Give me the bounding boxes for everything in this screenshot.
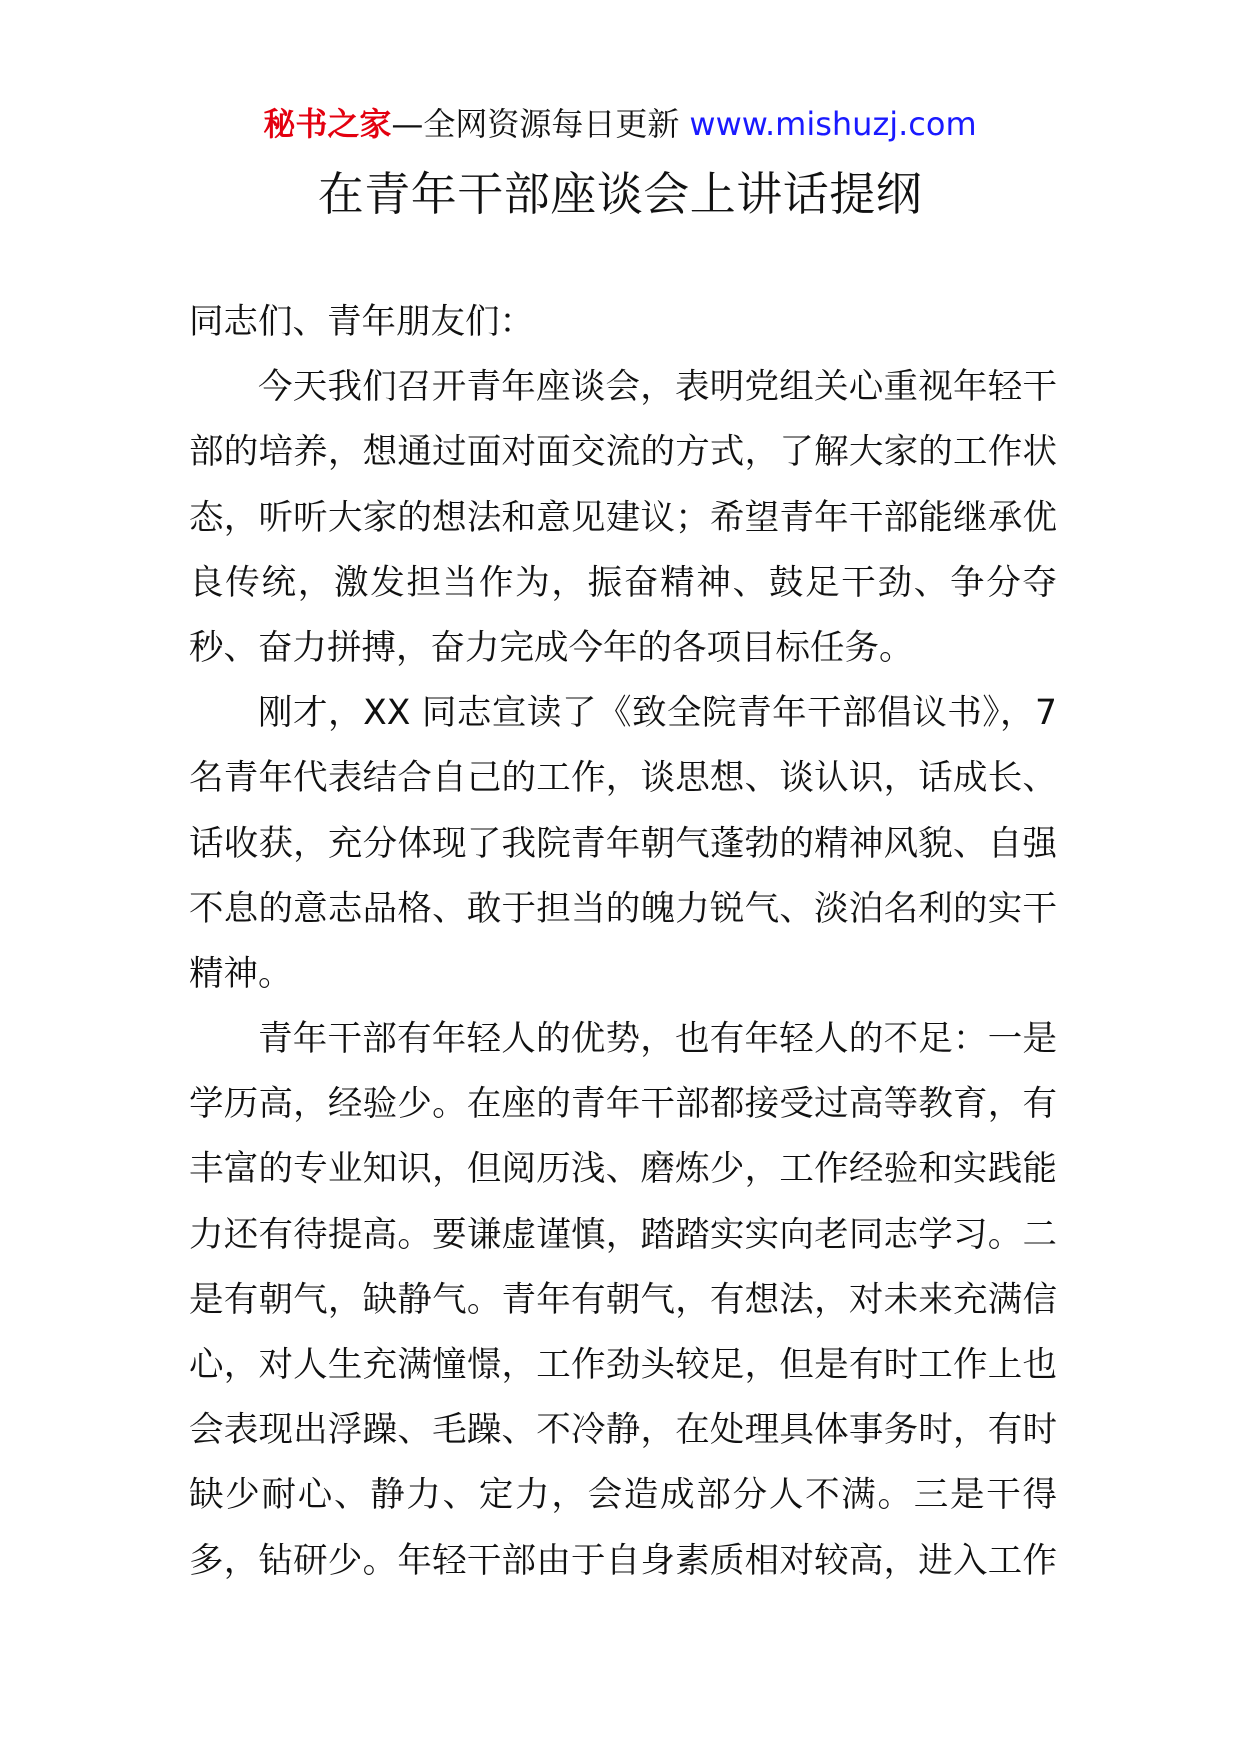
paragraph-line: 多，钻研少。年轻干部由于自身素质相对较高，进入工作: [189, 1540, 1057, 1581]
document-title: 在青年干部座谈会上讲话提纲: [317, 167, 923, 221]
paragraph-line: 部的培养，想通过面对面交流的方式，了解大家的工作状: [189, 432, 1057, 473]
paragraph-line: 力还有待提高。要谦虚谨慎，踏踏实实向老同志学习。二: [189, 1214, 1057, 1255]
paragraph-line: 缺少耐心、静力、定力，会造成部分人不满。三是干得: [189, 1475, 1057, 1516]
paragraph-2: [189, 681, 1057, 1007]
document-body: [189, 290, 1057, 1594]
paragraph-line: 学历高，经验少。在座的青年干部都接受过高等教育，有: [189, 1084, 1057, 1125]
site-brand: 秘书之家: [263, 105, 392, 143]
paragraph-line: 是有朝气，缺静气。青年有朝气，有想法，对未来充满信: [189, 1279, 1057, 1320]
site-tagline: —全网资源每日更新: [391, 105, 680, 143]
site-header: [0, 103, 1240, 145]
paragraph-line: 心，对人生充满憧憬，工作劲头较足，但是有时工作上也: [189, 1345, 1057, 1385]
paragraph-line: 秒、奋力拼搏，奋力完成今年的各项目标任务。: [189, 627, 914, 668]
salutation: 同志们、青年朋友们：: [189, 302, 534, 342]
paragraph-line: 精神。: [189, 953, 293, 994]
site-url-link[interactable]: www.mishuzj.com: [689, 105, 977, 143]
paragraph-line: 青年干部有年轻人的优势，也有年轻人的不足：一是: [258, 1019, 1057, 1060]
paragraph-line: 刚才，XX 同志宣读了《致全院青年干部倡议书》，7: [258, 693, 1057, 734]
paragraph-3: [189, 1007, 1057, 1594]
paragraph-line: 今天我们召开青年座谈会，表明党组关心重视年轻干: [258, 367, 1057, 408]
paragraph-line: 态，听听大家的想法和意见建议；希望青年干部能继承优: [189, 497, 1057, 538]
paragraph-1: [189, 355, 1057, 681]
paragraph-line: 会表现出浮躁、毛躁、不冷静，在处理具体事务时，有时: [189, 1410, 1057, 1451]
paragraph-line: 话收获，充分体现了我院青年朝气蓬勃的精神风貌、自强: [189, 823, 1057, 864]
paragraph-line: 良传统，激发担当作为，振奋精神、鼓足干劲、争分夺: [189, 562, 1057, 603]
paragraph-line: 名青年代表结合自己的工作，谈思想、谈认识，话成长、: [189, 758, 1057, 799]
paragraph-line: 不息的意志品格、敢于担当的魄力锐气、淡泊名利的实干: [189, 888, 1057, 929]
paragraph-line: 丰富的专业知识，但阅历浅、磨炼少，工作经验和实践能: [189, 1149, 1057, 1190]
